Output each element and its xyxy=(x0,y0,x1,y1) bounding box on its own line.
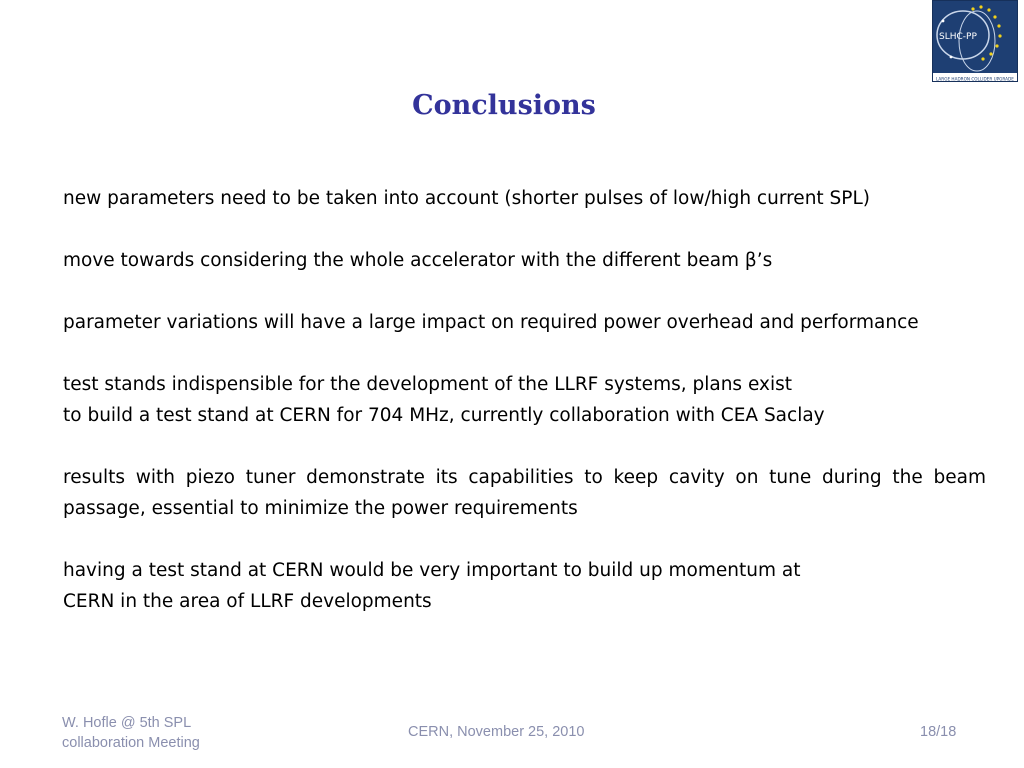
logo-caption: LARGE HADRON COLLIDER UPGRADE xyxy=(936,76,1014,82)
footer-page-number: 18/18 xyxy=(920,724,957,740)
footer-date: CERN, November 25, 2010 xyxy=(408,724,585,740)
slhc-pp-emblem-icon xyxy=(933,1,1018,82)
paragraph-4 xyxy=(63,369,986,431)
slide-title: Conclusions xyxy=(412,90,596,121)
paragraph-4-line-2: to build a test stand at CERN for 704 MHz, currently collaboration with CEA Saclay xyxy=(63,405,825,426)
slhc-pp-logo xyxy=(932,0,1018,82)
paragraph-2-line-1: move towards considering the whole accelerator with the different beam β’s xyxy=(63,250,773,271)
logo-text: SLHC-PP xyxy=(939,32,977,42)
paragraph-6-line-1: having a test stand at CERN would be very important to build up momentum at xyxy=(63,560,801,581)
paragraph-2 xyxy=(63,245,986,276)
footer-author xyxy=(62,713,200,753)
paragraph-4-line-1: test stands indispensible for the development of the LLRF systems, plans exist xyxy=(63,374,792,395)
paragraph-3: parameter variations will have a large impact on required power overhead and performance xyxy=(63,312,919,333)
paragraph-1-line-1: new parameters need to be taken into account (shorter pulses of low/high current SPL) xyxy=(63,188,870,209)
paragraph-1 xyxy=(63,183,986,214)
footer-author-line-2: collaboration Meeting xyxy=(62,735,200,751)
slide-body xyxy=(63,183,986,648)
paragraph-5: results with piezo tuner demonstrate its capabilities to keep cavity on tune during the beam passage, essential to minimize the power requirements xyxy=(63,467,986,519)
paragraph-6 xyxy=(63,555,986,617)
footer-author-line-1: W. Hofle @ 5th SPL xyxy=(62,715,192,731)
paragraph-6-line-2: CERN in the area of LLRF developments xyxy=(63,591,432,612)
